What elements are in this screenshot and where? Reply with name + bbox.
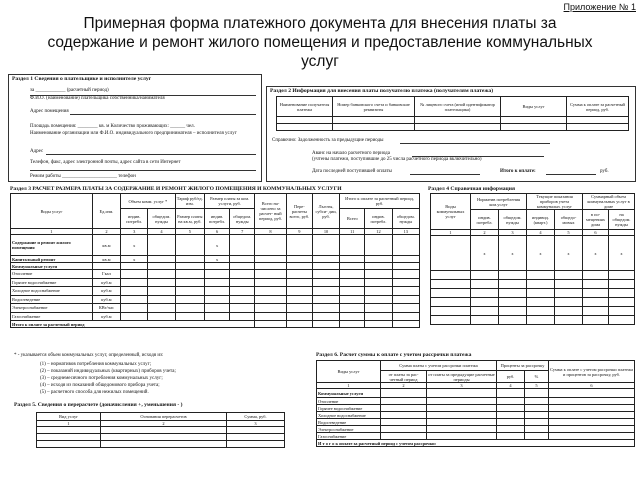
s3-h-common2: общедом. нужды bbox=[230, 209, 255, 229]
s6-num: 3 bbox=[427, 383, 497, 389]
s6-service-name: Водоотведение bbox=[317, 419, 381, 426]
s3-h-volume: Объем комм. услуг * bbox=[121, 194, 176, 209]
s1-contacts-line bbox=[30, 170, 256, 171]
table-row bbox=[11, 304, 420, 313]
s1-address-line bbox=[70, 114, 256, 115]
s3-h-ind3: индив. потребл. bbox=[365, 209, 392, 229]
legend-item: (3) – среднемесячного потребления коммунальных услуг; bbox=[40, 376, 163, 381]
section-5-title: Раздел 5. Сведения о перерасчете (доначисления +, уменьшения - ) bbox=[14, 402, 183, 408]
s6-num: 5 bbox=[525, 383, 549, 389]
s5-h-type: Вид услуг bbox=[37, 413, 101, 421]
s3-h-ind2: индив. потребл. bbox=[204, 209, 229, 229]
s4-num: 5 bbox=[555, 230, 583, 236]
s2-rub: руб. bbox=[600, 169, 609, 174]
s3-x-mark: х bbox=[121, 235, 148, 256]
s6-h-prev: от платы за предыдущие расчетные периоды bbox=[428, 371, 495, 382]
s3-num: 6 bbox=[204, 229, 229, 235]
s3-x-mark: х bbox=[204, 256, 229, 263]
s5-table bbox=[36, 412, 285, 448]
s3-h-tariff: Тариф руб/ед. изм. bbox=[175, 194, 204, 209]
s3-h-total: Всего на- числено за расчет- ный период, руб. bbox=[255, 194, 286, 229]
s6-h-rub: руб. bbox=[497, 371, 525, 383]
s6-num: 4 bbox=[497, 383, 525, 389]
table-row bbox=[11, 295, 420, 304]
s1-contacts: Телефон, факс, адрес электронной почты, адрес сайта в сети Интернет bbox=[30, 160, 181, 165]
s3-service-name: Водоотведение bbox=[11, 295, 93, 304]
s3-service-unit: куб.м bbox=[92, 287, 120, 296]
s3-h-all: Всего bbox=[340, 209, 365, 229]
s2-table bbox=[276, 96, 629, 131]
s6-service-name: Газоснабжение bbox=[317, 433, 381, 440]
table-row bbox=[11, 270, 420, 279]
s4-num: 1 bbox=[431, 230, 471, 236]
s3-row-maint bbox=[11, 235, 420, 256]
s2-h-amount: Сумма к оплате за расчетный период, руб. bbox=[567, 97, 629, 117]
s3-row-label: Капитальный ремонт bbox=[11, 256, 93, 263]
s3-num: 8 bbox=[255, 229, 286, 235]
s5-num: 3 bbox=[227, 421, 285, 427]
s2-total-line bbox=[546, 174, 596, 175]
s3-row-total bbox=[11, 321, 420, 328]
s4-h-ind: индив. потребл. bbox=[471, 210, 499, 230]
s3-service-unit: КВт/час bbox=[92, 304, 120, 313]
s2-total: Итого к оплате: bbox=[500, 169, 536, 174]
s3-h-unit: Ед.изм. bbox=[92, 194, 120, 229]
table-row bbox=[11, 312, 420, 321]
s4-num: 3 bbox=[499, 230, 527, 236]
s3-num: 9 bbox=[286, 229, 312, 235]
s1-hours: Режим работы ______________________ телефон bbox=[30, 174, 136, 179]
s2-last-pay-line bbox=[410, 174, 480, 175]
legend-item: (1) – нормативов потребления коммунальных услуг; bbox=[40, 362, 152, 367]
s3-service-name: Отопление bbox=[11, 270, 93, 279]
s4-x-mark: х bbox=[555, 236, 583, 271]
s6-row-label: Коммунальные услуги bbox=[317, 389, 381, 398]
s6-num: 2 bbox=[381, 383, 427, 389]
s6-h-cur: от платы за рас- четный период bbox=[381, 371, 427, 383]
s4-x-mark: х bbox=[499, 236, 527, 271]
table-row bbox=[317, 419, 635, 426]
s6-num: 6 bbox=[549, 383, 635, 389]
section-2-title: Раздел 2 Информация для внесения платы получателю платежа (получателям платежа) bbox=[270, 88, 494, 94]
s3-h-rate: Размер платы на кв.м, руб. bbox=[175, 209, 204, 229]
page-title: Примерная форма платежного документа для внесения платы за содержание и ремонт жилого помещения и предоставление коммунальных услуг bbox=[47, 15, 593, 70]
s2-h-bank: Номер банковского счета и банковские реквизиты bbox=[333, 97, 415, 117]
table-row bbox=[11, 287, 420, 296]
s4-h-common2: общедо- мовых bbox=[555, 210, 583, 230]
s3-num: 2 bbox=[92, 229, 120, 235]
s3-h-due: Итого к оплате за расчетный период, руб. bbox=[340, 194, 420, 209]
s3-h-benefit: Льготы, субси- дии, руб. bbox=[312, 194, 339, 229]
legend-item: (2) – показаний индивидуальных (квартирных) приборов учета; bbox=[40, 369, 176, 374]
s3-service-name: Электроснабжение bbox=[11, 304, 93, 313]
s3-table bbox=[10, 193, 420, 328]
s4-x-mark: х bbox=[609, 236, 635, 271]
s4-h-common3: на общедом. нужды bbox=[609, 210, 635, 230]
s6-table bbox=[316, 360, 635, 447]
s3-service-unit: куб.м bbox=[92, 278, 120, 287]
s6-service-name: Холодное водоснабжение bbox=[317, 412, 381, 419]
table-row bbox=[431, 298, 635, 307]
s6-h-due: Сумма к оплате с учетом рассрочки платежа и процентов за рассрочку, руб. bbox=[549, 361, 635, 383]
s2-h-services: Виды услуг bbox=[501, 97, 567, 117]
table-row bbox=[431, 271, 635, 280]
s1-addr2-line bbox=[46, 154, 256, 155]
s3-num: 11 bbox=[340, 229, 365, 235]
s3-x-mark: х bbox=[121, 256, 148, 263]
legend-item: (4) – исходя из показаний общедомового прибора учета; bbox=[40, 383, 160, 388]
s2-h-account: № лицевого счета (иной идентификатор плательщика) bbox=[415, 97, 501, 117]
table-row bbox=[11, 278, 420, 287]
s3-h-size: Размер платы за ком. услуги, руб. bbox=[204, 194, 254, 209]
s5-h-sum: Сумма, руб. bbox=[227, 413, 285, 421]
s3-num: 12 bbox=[365, 229, 392, 235]
s4-h-meter: Текущие показания приборов учета коммунальн. услуг bbox=[527, 194, 583, 210]
s4-num: 6 bbox=[583, 230, 609, 236]
s4-h-norm: Норматив потребления ком.услуг bbox=[471, 194, 527, 210]
s4-x-mark: х bbox=[583, 236, 609, 271]
s3-h-common3: общедом. нужды bbox=[392, 209, 419, 229]
legend-item: (5) – расчетного способа для нежилых помещений. bbox=[40, 390, 149, 395]
s2-debt: Справочно: Задолженность за предыдущие периоды bbox=[272, 138, 384, 143]
table-row bbox=[317, 405, 635, 412]
s3-service-name: Холодное водоснабжение bbox=[11, 287, 93, 296]
s3-row-unit: кв.м bbox=[92, 256, 120, 263]
s4-num: 4 bbox=[527, 230, 555, 236]
s3-x-mark: х bbox=[204, 235, 229, 256]
s1-area: Площадь помещения: ________ кв. м Количество проживающих: ______ чел. bbox=[30, 124, 195, 129]
s1-addr2: Адрес bbox=[30, 149, 44, 154]
table-row bbox=[317, 398, 635, 405]
s3-h-recalc: Пере- расчеты всего, руб. bbox=[286, 194, 312, 229]
s2-advance: Аванс на начало расчетного периода bbox=[312, 151, 390, 156]
s1-fio: Ф.И.О. (наименование) плательщика собственника/нанимателя bbox=[30, 96, 165, 101]
s1-address: Адрес помещения bbox=[30, 109, 69, 114]
table-row bbox=[37, 441, 285, 448]
s4-h-sum: Суммарный объем коммунальных услуг в доме bbox=[583, 194, 635, 210]
table-row bbox=[431, 280, 635, 289]
section-6-title: Раздел 6. Расчет суммы к оплате с учетом рассрочки платежа bbox=[316, 352, 472, 358]
table-row bbox=[431, 289, 635, 298]
s6-num: 1 bbox=[317, 383, 381, 389]
table-row bbox=[431, 307, 635, 316]
s3-num: 4 bbox=[148, 229, 175, 235]
s3-row-unit: кв.м bbox=[92, 235, 120, 256]
s3-row-label: Коммунальные услуги bbox=[11, 263, 93, 270]
s2-advance-note: (учтены платежи, поступившие до 25 числа расчетного периода включительно) bbox=[312, 157, 482, 162]
s3-h-type: Виды услуг bbox=[11, 194, 93, 229]
s3-num: 7 bbox=[230, 229, 255, 235]
section-4-title: Раздел 4 Справочная информация bbox=[428, 186, 515, 192]
s6-total-label: И т о г о к оплате за расчетный период с учетом рассрочки: bbox=[317, 440, 635, 447]
s2-debt-line bbox=[400, 143, 550, 144]
table-row bbox=[317, 412, 635, 419]
s6-service-name: Горячее водоснабжение bbox=[317, 405, 381, 412]
s5-num: 1 bbox=[37, 421, 101, 427]
s5-num: 2 bbox=[101, 421, 227, 427]
s3-num: 3 bbox=[121, 229, 148, 235]
legend-star: * - указывается объем коммунальных услуг, определенный, исходя из: bbox=[14, 353, 164, 358]
s3-service-unit: куб.м bbox=[92, 295, 120, 304]
s3-num: 5 bbox=[175, 229, 204, 235]
s3-row-label: Содержание и ремонт жилого помещения bbox=[11, 235, 93, 256]
section-3-title: Раздел 3 РАСЧЕТ РАЗМЕРА ПЛАТЫ ЗА СОДЕРЖАНИЕ И РЕМОНТ ЖИЛОГО ПОМЕЩЕНИЯ И КОММУНАЛЬНЫХ УСЛУГИ bbox=[10, 186, 342, 192]
s2-last-pay: Дата последней поступившей оплаты bbox=[312, 169, 392, 174]
s4-h-premises: в по- мещениях дома bbox=[583, 210, 609, 230]
s6-row-total bbox=[317, 440, 635, 447]
s4-x-mark: х bbox=[471, 236, 499, 271]
s1-period: за ____________ (расчетный период) bbox=[30, 88, 109, 93]
s6-h-type: Виды услуг bbox=[317, 361, 381, 383]
table-row bbox=[431, 316, 635, 325]
s4-x-mark: х bbox=[527, 236, 555, 271]
s3-num: 1 bbox=[11, 229, 93, 235]
s3-service-name: Газоснабжение bbox=[11, 312, 93, 321]
s1-fio-line bbox=[30, 95, 256, 96]
s6-h-sum: Сумма платы с учетом рассрочки платежа bbox=[381, 361, 497, 371]
s3-total-label: Итого к оплате за расчетный период bbox=[11, 321, 255, 328]
table-row bbox=[317, 426, 635, 433]
s6-row-comm bbox=[317, 389, 635, 398]
s3-h-common: общедом. нужды bbox=[148, 209, 175, 229]
table-row bbox=[37, 434, 285, 441]
s6-service-name: Электроснабжение bbox=[317, 426, 381, 433]
table-row bbox=[37, 427, 285, 434]
s4-table bbox=[430, 193, 635, 325]
s6-h-p: % bbox=[525, 371, 549, 383]
s3-row-capital bbox=[11, 256, 420, 263]
s3-h-ind: индив. потребл. bbox=[121, 209, 148, 229]
s4-h-common: общедом. нужды bbox=[499, 210, 527, 230]
s2-h-recipient: Наименование получателя платежа bbox=[277, 97, 333, 117]
s4-num: 2 bbox=[471, 230, 499, 236]
s3-service-name: Горячее водоснабжение bbox=[11, 278, 93, 287]
s4-h-ind2: индивид. (кварт.) bbox=[527, 210, 555, 230]
s5-h-basis: Основания перерасчетов bbox=[101, 413, 227, 421]
s1-org: Наименование организации или Ф.И.О. индивидуального предпринимателя – исполнителя услуг bbox=[30, 131, 237, 136]
s4-row-1 bbox=[431, 236, 635, 271]
s3-service-unit: куб.м bbox=[92, 312, 120, 321]
s3-num: 10 bbox=[312, 229, 339, 235]
s3-num: 13 bbox=[392, 229, 419, 235]
s6-service-name: Отопление bbox=[317, 398, 381, 405]
s3-row-comm bbox=[11, 263, 420, 270]
s6-h-pct: Проценты за рассрочку bbox=[497, 361, 549, 371]
s3-service-unit: Гкал bbox=[92, 270, 120, 279]
table-row bbox=[317, 433, 635, 440]
s4-h-type: Виды коммунальных услуг bbox=[431, 194, 471, 230]
section-1-title: Раздел 1 Сведения о плательщике и исполнителе услуг bbox=[12, 76, 152, 82]
appendix-label: Приложение № 1 bbox=[563, 2, 636, 12]
